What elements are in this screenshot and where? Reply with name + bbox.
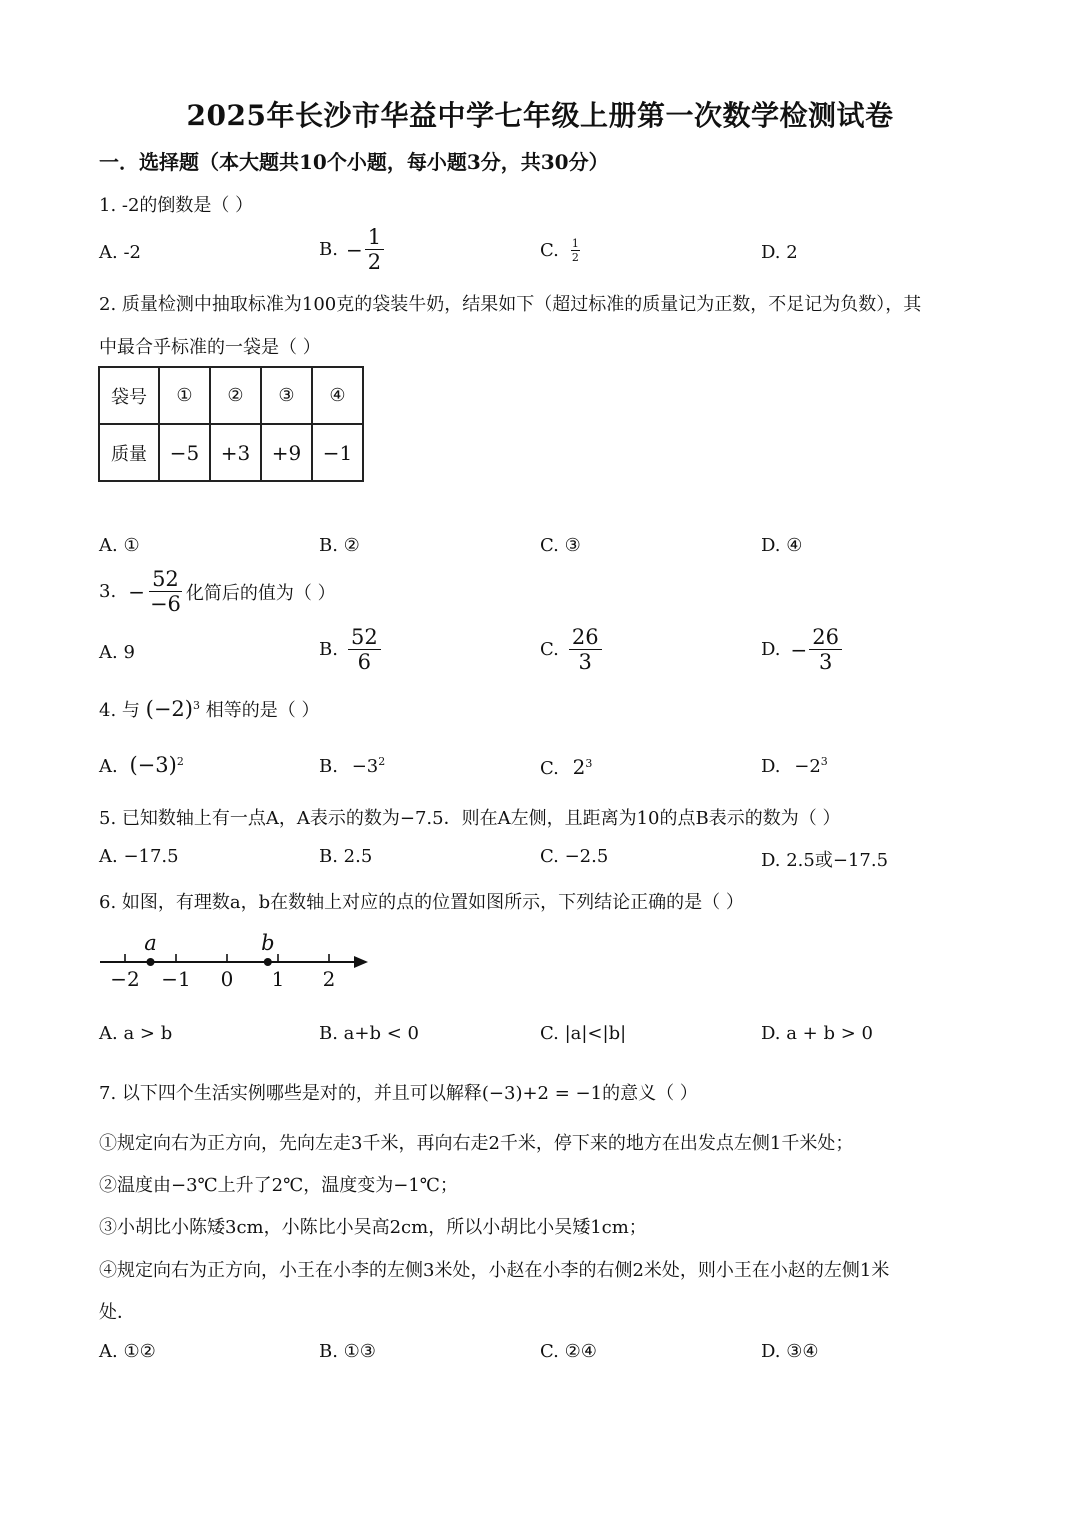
number-line-point-label: a (144, 931, 157, 955)
q2-table-head-mass: 质量 (99, 424, 159, 481)
number-line-tick-label: 1 (271, 967, 285, 991)
q6-number-line (90, 926, 380, 996)
section-heading: 一．选择题（本大题共10个小题，每小题3分，共30分） (99, 150, 609, 174)
q4-prefix: 4. 与 (99, 700, 140, 721)
number-line-point-label: b (261, 931, 275, 955)
q4-stem (99, 696, 319, 722)
q5-stem: 5. 已知数轴上有一点A，A表示的数为−7.5．则在A左侧，且距离为10的点B表示的数为（ ） (99, 808, 841, 829)
q6-option-a: A. a > b (99, 1023, 173, 1044)
q2-option-d: D. ④ (761, 535, 803, 556)
number-line-tick-label: −1 (161, 967, 191, 991)
q1-option-b-den: 2 (367, 250, 382, 275)
q4-option-a (99, 753, 184, 777)
q2-table-row-mass (99, 424, 363, 481)
q2-table (98, 366, 364, 482)
q3-option-c-label: C. (540, 639, 559, 661)
q7-option-d: D. ③④ (761, 1341, 819, 1362)
q4-option-a-base: (−3) (129, 753, 177, 777)
q4-suffix: 相等的是（ ） (205, 700, 320, 721)
number-line-point (147, 958, 155, 966)
q4-option-b-base: −3 (351, 756, 379, 777)
q4-option-d-label: D. (761, 756, 781, 777)
number-line-tick-label: 0 (220, 967, 234, 991)
q1-option-c-fraction (569, 238, 582, 263)
q1-option-b (319, 226, 386, 273)
q4-option-c-exp: 3 (585, 757, 593, 770)
q2-option-b: B. ② (319, 535, 360, 556)
q2-table-cell: ④ (312, 367, 363, 424)
q6-option-b: B. a+b < 0 (319, 1023, 419, 1044)
q3-option-d-sign: − (790, 637, 808, 662)
q3-option-b-fraction (348, 626, 381, 673)
q7-item-4-line2: 处． (99, 1302, 135, 1323)
q7-item-4-line1: ④规定向右为正方向，小王在小李的左侧3米处，小赵在小李的右侧2米处，则小王在小赵的左侧1米 (99, 1260, 890, 1281)
q2-table-cell: +3 (210, 424, 261, 481)
q4-option-d-exp: 3 (820, 755, 828, 768)
number-line-ticks (110, 954, 335, 991)
q7-item-1: ①规定向右为正方向，先向左走3千米，再向右走2千米，停下来的地方在出发点左侧1千米处； (99, 1133, 854, 1154)
q3-option-b (319, 626, 383, 673)
q4-option-b-exp: 2 (378, 755, 386, 768)
q1-option-c-num: 1 (571, 237, 579, 250)
q3-option-c (540, 626, 604, 673)
q1-option-c-den: 2 (571, 250, 579, 264)
q1-option-b-label: B. (319, 239, 338, 261)
q2-stem-line1: 2. 质量检测中抽取标准为100克的袋装牛奶，结果如下（超过标准的质量记为正数，不足记为负数），其 (99, 294, 922, 315)
q1-option-c (540, 238, 584, 263)
q3-suffix: 化简后的值为（ ） (185, 582, 336, 604)
q4-option-c-base: 2 (572, 755, 586, 779)
page-title: 2025年长沙市华益中学七年级上册第一次数学检测试卷 (186, 99, 894, 132)
q3-option-d-label: D. (761, 639, 781, 661)
number-line-tick-label: −2 (110, 967, 140, 991)
q5-option-a: A. −17.5 (99, 846, 179, 867)
q3-option-b-den: 6 (357, 650, 371, 675)
q2-table-cell: −5 (159, 424, 210, 481)
q3-option-c-fraction (569, 626, 602, 673)
q7-stem: 7. 以下四个生活实例哪些是对的，并且可以解释(−3)+2 = −1的意义（ ） (99, 1083, 698, 1104)
q3-option-d (761, 626, 844, 673)
number-line-points (144, 931, 274, 966)
q3-stem (99, 568, 336, 615)
q4-option-b-label: B. (319, 756, 338, 777)
q7-option-c: C. ②④ (540, 1341, 597, 1362)
q1-option-b-sign: − (345, 237, 363, 262)
q1-option-b-fraction (365, 226, 384, 273)
q3-option-c-num: 26 (569, 626, 602, 650)
q3-option-b-num: 52 (348, 626, 381, 650)
q4-base: (−2) (145, 697, 193, 721)
q5-option-c: C. −2.5 (540, 846, 609, 867)
q3-prefix: 3. (99, 581, 117, 603)
q2-table-cell: +9 (261, 424, 312, 481)
q3-option-d-den: 3 (818, 650, 833, 675)
number-line-tick-label: 2 (322, 967, 336, 991)
q7-option-b: B. ①③ (319, 1341, 376, 1362)
q5-option-d: D. 2.5或−17.5 (761, 850, 889, 871)
q2-table-cell: ① (159, 367, 210, 424)
q4-option-b (319, 755, 385, 777)
q2-table-cell: −1 (312, 424, 363, 481)
q7-item-3: ③小胡比小陈矮3cm，小陈比小吴高2cm，所以小胡比小吴矮1cm； (99, 1217, 647, 1238)
q3-option-a: A. 9 (99, 642, 135, 663)
q2-option-a: A. ① (99, 535, 140, 556)
q4-option-d (761, 755, 828, 777)
q3-option-b-label: B. (319, 639, 338, 661)
q3-num: 52 (149, 568, 182, 592)
q7-option-a: A. ①② (99, 1341, 156, 1362)
q5-option-b: B. 2.5 (319, 846, 373, 867)
q2-table-head-number: 袋号 (99, 367, 159, 424)
q2-table-cell: ② (210, 367, 261, 424)
number-line-point (264, 958, 272, 966)
q4-option-c (540, 755, 592, 779)
q1-stem: 1. -2的倒数是（ ） (99, 195, 254, 216)
q1-option-b-num: 1 (365, 226, 384, 250)
q2-table-cell: ③ (261, 367, 312, 424)
q6-stem: 6. 如图，有理数a，b在数轴上对应的点的位置如图所示，下列结论正确的是（ ） (99, 892, 744, 913)
q3-den: −6 (149, 592, 181, 617)
arrow-right-icon (354, 956, 368, 968)
q1-option-c-label: C. (540, 240, 559, 262)
q1-option-d: D. 2 (761, 242, 798, 263)
q3-option-d-num: 26 (809, 626, 842, 650)
q4-option-c-label: C. (540, 758, 559, 779)
q3-fraction (147, 568, 184, 615)
q6-option-d: D. a + b > 0 (761, 1023, 873, 1044)
q3-option-d-fraction (809, 626, 842, 673)
q3-option-c-den: 3 (578, 650, 592, 675)
q2-stem-line2: 中最合乎标准的一袋是（ ） (99, 337, 321, 358)
q4-exp: 3 (192, 699, 200, 712)
q1-option-a: A. -2 (99, 242, 141, 263)
q2-table-row-number (99, 367, 363, 424)
q4-option-a-exp: 2 (176, 755, 184, 768)
q7-item-2: ②温度由−3℃上升了2℃，温度变为−1℃； (99, 1175, 458, 1196)
q2-option-c: C. ③ (540, 535, 581, 556)
q6-option-c: C. |a|<|b| (540, 1023, 627, 1044)
q4-option-d-base: −2 (794, 756, 821, 777)
q4-option-a-label: A. (99, 756, 118, 777)
q3-sign: − (128, 579, 145, 604)
